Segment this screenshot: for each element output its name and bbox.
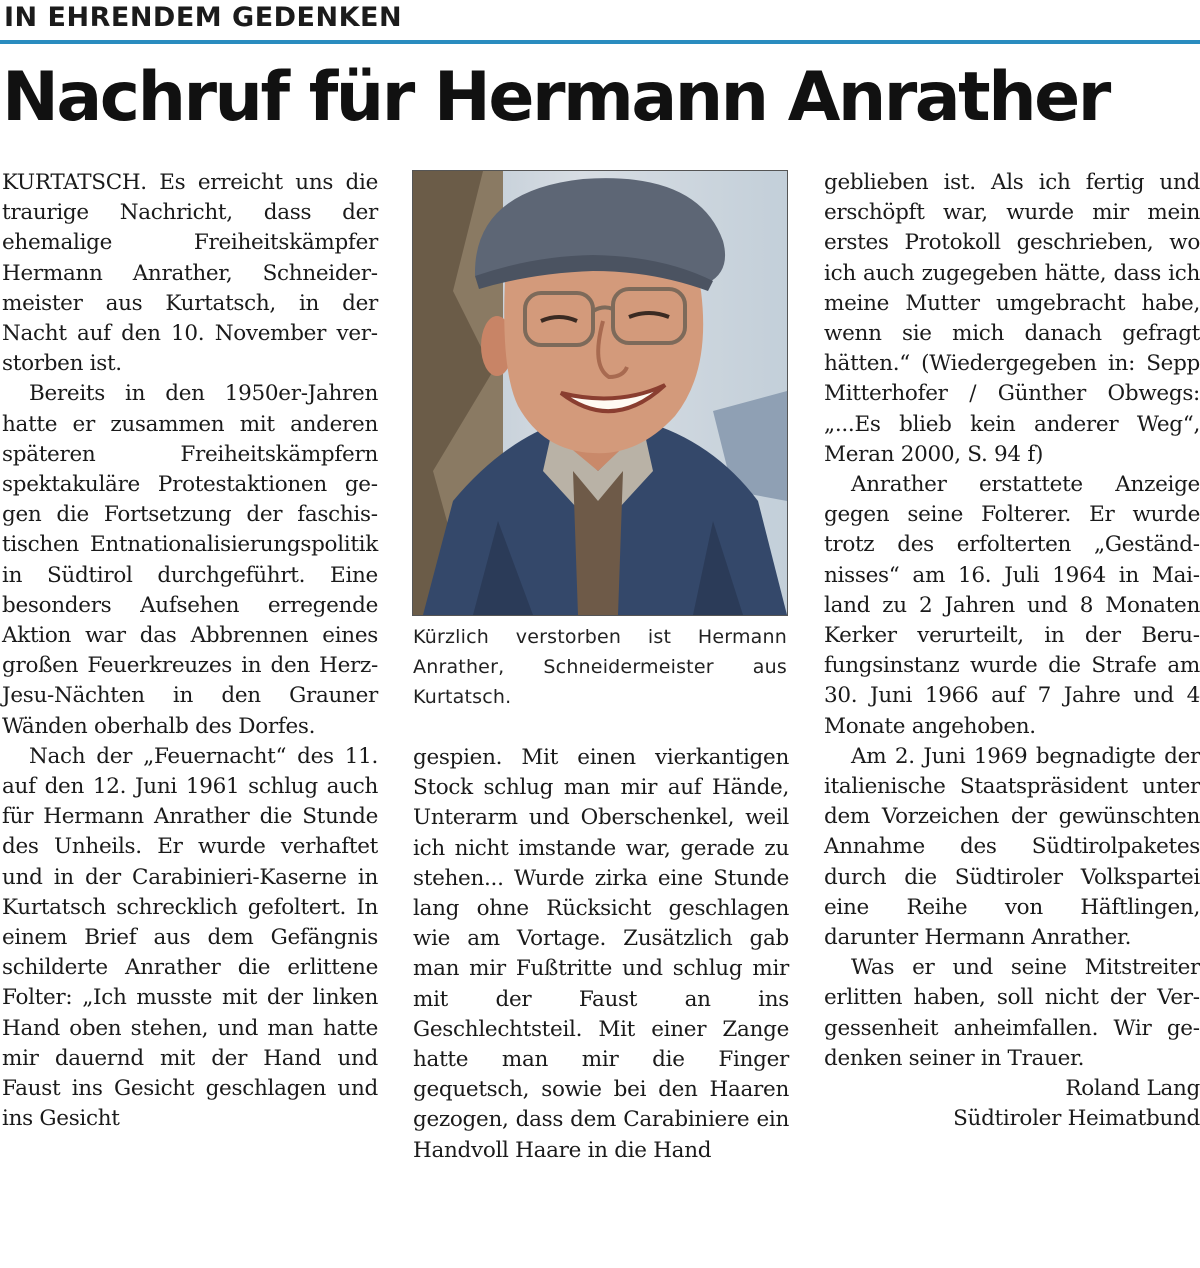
signature-author: Roland Lang	[1065, 1076, 1200, 1102]
signature-organization: Südtiroler Heimatbund	[953, 1106, 1200, 1132]
section-rule	[0, 40, 1200, 44]
paragraph: gespien. Mit einen vierkantigen Stock schlug man mir auf Hände, Unterarm und Oberschenkel, weil ich nicht imstande war, gerade zu stehen... Wurde zirka eine Stunde lang ohne Rücksicht geschlagen wie am Vortage. Zusätzlich gab man mir Fußtritte und schlug mir mit der Faust an ins Geschlechtsteil. Mit einer Zange hatte man mir die Finger gequetsch, sowie bei den Haaren gezogen, dass dem Carabiniere ein Handvoll Haare in die Hand	[413, 745, 789, 1163]
article-column-3	[824, 168, 1200, 1135]
section-label: IN EHRENDEM GEDENKEN	[4, 2, 403, 33]
paragraph: geblieben ist. Als ich fertig und erschöpft war, wurde mir mein erstes Protokoll geschrieben, wo ich auch zugegeben hätte, dass ich meine Mutter umgebracht habe, wenn sie mich danach gefragt hätten.“ (Wiedergegeben in: Sepp Mitterhofer / Günther Obwegs: „...Es blieb kein anderer Weg“, Meran 2000, S. 94 f)	[824, 170, 1200, 467]
article-column-2	[413, 743, 789, 1166]
paragraph: Nach der „Feuernacht“ des 11. auf den 12. Juni 1961 schlug auch für Hermann Anrather die Stunde des Unheils. Er wurde verhaftet und in der Carabinieri-Kaserne in Kurtatsch schrecklich gefoltert. In einem Brief aus dem Gefängnis schilderte Anrather die erlittene Folter: „Ich musste mit der linken Hand oben stehen, und man hatte mir dauernd mit der Hand und Faust ins Gesicht geschlagen und ins Gesicht	[2, 743, 378, 1132]
paragraph: Anrather erstattete Anzeige gegen seine Folterer. Er wurde trotz des erfolterten „Geständnisses“ am 16. Juli 1964 in Mailand zu 2 Jahren und 8 Monaten Kerker verurteilt, in der Berufungsinstanz wurde die Strafe am 30. Juni 1966 auf 7 Jahre und 4 Monate angehoben.	[824, 472, 1200, 739]
portrait-photo	[412, 170, 788, 616]
paragraph: KURTATSCH. Es erreicht uns die traurige Nachricht, dass der ehemalige Freiheitskämpfer Hermann Anrather, Schneidermeister aus Kurtatsch, in der Nacht auf den 10. November verstorben ist.	[2, 170, 378, 377]
portrait-illustration	[413, 171, 787, 615]
article-column-1	[2, 168, 378, 1135]
paragraph: Am 2. Juni 1969 begnadigte der italienische Staatspräsident unter dem Vorzeichen der gewünschten Annahme des Südtirolpaketes durch die Südtiroler Volkspartei eine Reihe von Häftlingen, darunter Hermann Anrather.	[824, 743, 1200, 951]
paragraph: Was er und seine Mitstreiter erlitten haben, soll nicht der Vergessenheit anheimfallen. Wir gedenken seiner in Trauer.	[824, 955, 1200, 1071]
photo-caption: Kürzlich verstorben ist Hermann Anrather, Schneidermeister aus Kurtatsch.	[413, 626, 787, 708]
article-headline: Nachruf für Hermann Anrather	[2, 58, 1109, 137]
paragraph: Bereits in den 1950er-Jahren hatte er zusammen mit anderen späteren Freiheitskämpfern spektakuläre Protestaktionen gegen die Fortsetzung der faschistischen Entnationalisierungspolitik in Südtirol durchgeführt. Eine besonders Aufsehen erregende Aktion war das Abbrennen eines großen Feuerkreuzes in den Herz-Jesu-Nächten in den Grauner Wänden oberhalb des Dorfes.	[2, 381, 378, 739]
